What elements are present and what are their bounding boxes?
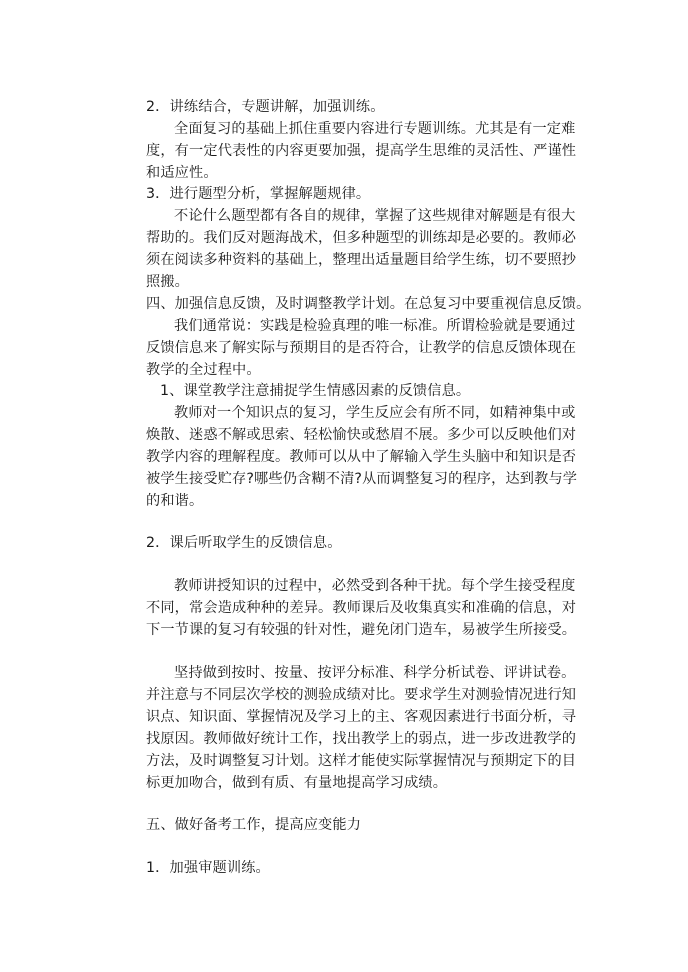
paragraph-line: 找原因。教师做好统计工作，找出教学上的弱点，进一步改进教学的 (146, 731, 577, 747)
paragraph-line: 我们通常说：实践是检验真理的唯一标准。所谓检验就是要通过 (174, 318, 576, 334)
paragraph-line: 照搬。 (146, 274, 190, 290)
heading-section-four: 四、加强信息反馈，及时调整教学计划。在总复习中要重视信息反馈。 (146, 296, 591, 312)
heading-1-classroom-feedback: 1、课堂教学注意捕捉学生情感因素的反馈信息。 (160, 383, 471, 399)
heading-3-question-analysis: 3．进行题型分析，掌握解题规律。 (146, 186, 371, 202)
paragraph-line: 的和谐。 (146, 493, 204, 509)
paragraph-line: 识点、知识面、掌握情况及学习上的主、客观因素进行书面分析，寻 (146, 709, 577, 725)
paragraph-line: 教师对一个知识点的复习，学生反应会有所不同，如精神集中或 (174, 405, 576, 421)
paragraph-line: 教学内容的理解程度。教师可以从中了解输入学生头脑中和知识是否 (146, 449, 577, 465)
heading-section-five: 五、做好备考工作，提高应变能力 (146, 817, 362, 833)
paragraph-line: 标更加吻合，做到有质、有量地提高学习成绩。 (146, 775, 448, 791)
paragraph-line: 并注意与不同层次学校的测验成绩对比。要求学生对测验情况进行知 (146, 687, 577, 703)
paragraph-line: 不论什么题型都有各自的规律，掌握了这些规律对解题是有很大 (174, 208, 576, 224)
paragraph-line: 帮助的。我们反对题海战术，但多种题型的训练却是必要的。教师必 (146, 230, 577, 246)
paragraph-line: 全面复习的基础上抓住重要内容进行专题训练。尤其是有一定难 (174, 121, 576, 137)
paragraph-line: 坚持做到按时、按量、按评分标准、科学分析试卷、评讲试卷。 (174, 665, 576, 681)
paragraph-line: 反馈信息来了解实际与预期目的是否符合，让教学的信息反馈体现在 (146, 340, 577, 356)
heading-1-exam-reading-training: 1．加强审题训练。 (146, 860, 270, 876)
paragraph-line: 不同，常会造成种种的差异。教师课后及收集真实和准确的信息，对 (146, 600, 577, 616)
paragraph-line: 教师讲授知识的过程中，必然受到各种干扰。每个学生接受程度 (174, 578, 576, 594)
paragraph-line: 须在阅读多种资料的基础上，整理出适量题目给学生练，切不要照抄 (146, 252, 577, 268)
paragraph-line: 教学的全过程中。 (146, 362, 261, 378)
paragraph-line: 和适应性。 (146, 165, 218, 181)
paragraph-line: 被学生接受贮存?哪些仍含糊不清?从而调整复习的程序，达到教与学 (146, 471, 578, 487)
paragraph-line: 度，有一定代表性的内容更要加强，提高学生思维的灵活性、严谨性 (146, 143, 577, 159)
heading-2-after-class-feedback: 2．课后听取学生的反馈信息。 (146, 535, 342, 551)
paragraph-line: 焕散、迷惑不解或思索、轻松愉快或愁眉不展。多少可以反映他们对 (146, 427, 577, 443)
paragraph-line: 方法，及时调整复习计划。这样才能使实际掌握情况与预期定下的目 (146, 753, 577, 769)
heading-2-lecture-practice: 2．讲练结合，专题讲解，加强训练。 (146, 99, 385, 115)
paragraph-line: 下一节课的复习有较强的针对性，避免闭门造车，易被学生所接受。 (146, 622, 577, 638)
